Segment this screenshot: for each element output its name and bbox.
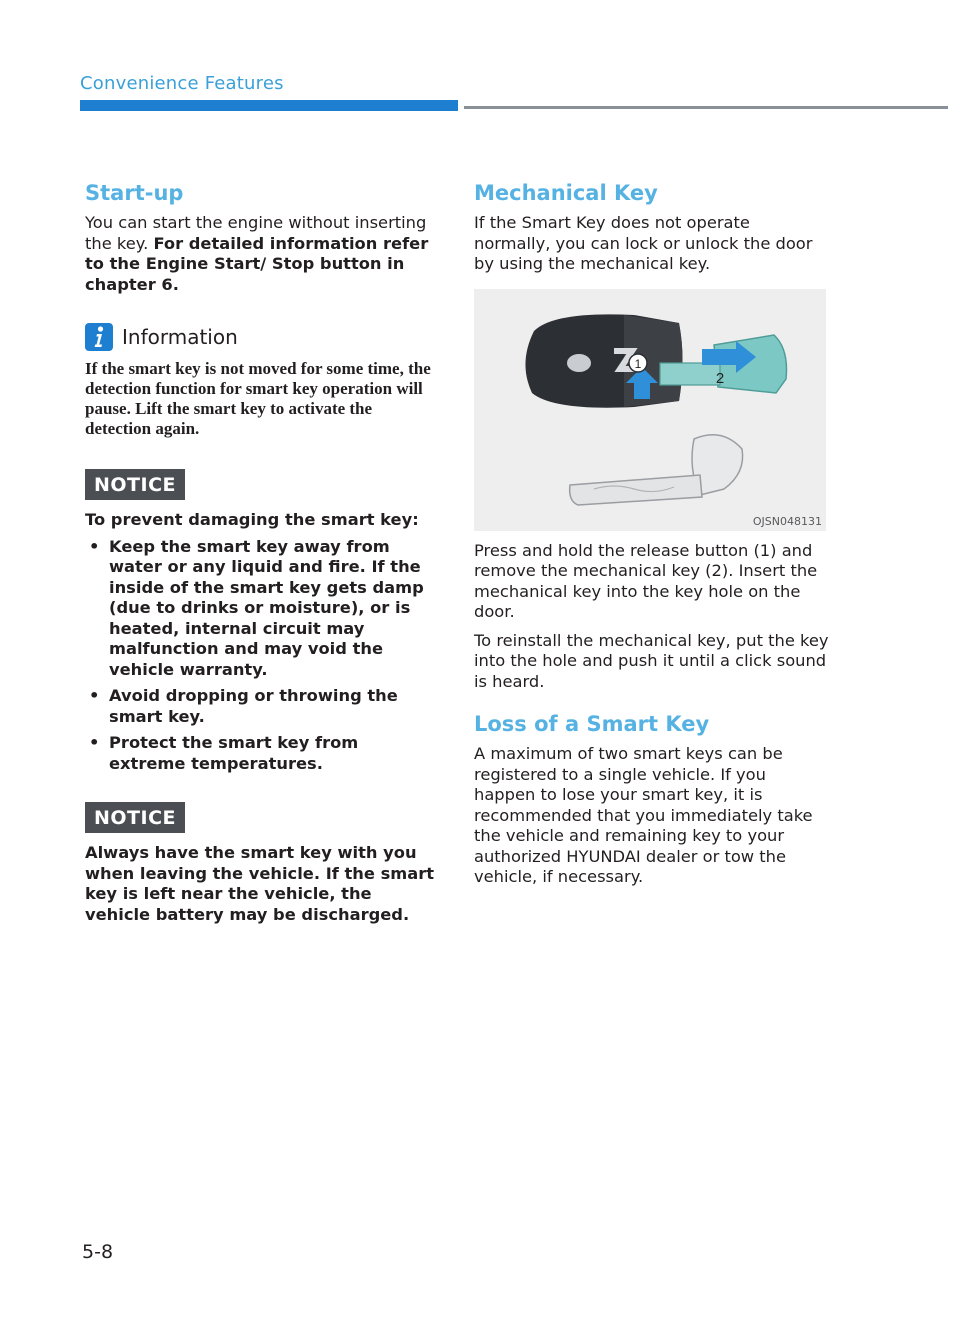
notice-badge: NOTICE	[85, 469, 185, 500]
page-number: 5-8	[82, 1241, 114, 1263]
key-illustration	[474, 289, 826, 531]
mechanical-key-figure	[474, 289, 826, 531]
information-text: If the smart key is not moved for some time, the detection function for smart key operation will pause. Lift the smart key to activate the detection again.	[85, 359, 431, 438]
startup-heading: Start-up	[85, 181, 184, 205]
startup-text	[85, 213, 440, 295]
information-header	[85, 323, 440, 351]
list-item	[85, 686, 440, 727]
list-item	[85, 733, 440, 774]
startup-text-plain: You can start the engine without inserting the key.	[85, 213, 427, 253]
notice-text: Always have the smart key with you when leaving the vehicle. If the smart key is left near the vehicle, the vehicle battery may be discharged.	[85, 843, 435, 924]
right-column	[474, 181, 829, 888]
info-icon	[85, 323, 113, 351]
list-item	[85, 537, 440, 681]
mechanical-key-intro: If the Smart Key does not operate normally, you can lock or unlock the door by using the mechanical key.	[474, 213, 813, 273]
mechanical-key-heading: Mechanical Key	[474, 181, 658, 205]
callout-1: 1	[634, 356, 642, 371]
section-title: Convenience Features	[80, 73, 284, 94]
bullet-icon: •	[89, 536, 100, 556]
figure-code: OJSN048131	[752, 514, 822, 528]
bullet-icon: •	[89, 686, 100, 705]
loss-heading: Loss of a Smart Key	[474, 712, 710, 736]
bullet-icon: •	[89, 733, 100, 752]
loss-text: A maximum of two smart keys can be registered to a single vehicle. If you happen to lose your smart key, it is recommended that you immediately take the vehicle and remaining key to your authorized HYUNDAI dealer or tow the vehicle, if necessary.	[474, 744, 813, 886]
mechanical-key-para-2: To reinstall the mechanical key, put the key into the hole and push it until a click sound is heard.	[474, 630, 829, 691]
left-column	[85, 181, 440, 925]
information-title: Information	[122, 325, 238, 349]
notice-badge: NOTICE	[85, 802, 185, 833]
header-rule	[464, 106, 948, 109]
list-item-text: Avoid dropping or throwing the smart key.	[109, 686, 398, 726]
startup-text-bold: For detailed information refer to the Engine Start/ Stop button in chapter 6.	[85, 233, 429, 294]
list-item-text: Keep the smart key away from water or any liquid and fire. If the inside of the smart key gets damp (due to drinks or moisture), or is heated, internal circuit may malfunction and may void the vehicle warranty.	[109, 536, 424, 679]
mechanical-key-para-1: Press and hold the release button (1) and remove the mechanical key (2). Insert the mechanical key into the key hole on the door.	[474, 540, 818, 621]
notice-list	[85, 537, 440, 775]
notice-intro: To prevent damaging the smart key:	[85, 510, 419, 529]
callout-2: 2	[715, 369, 725, 387]
list-item-text: Protect the smart key from extreme temperatures.	[109, 733, 359, 773]
header-accent-bar	[80, 100, 458, 111]
